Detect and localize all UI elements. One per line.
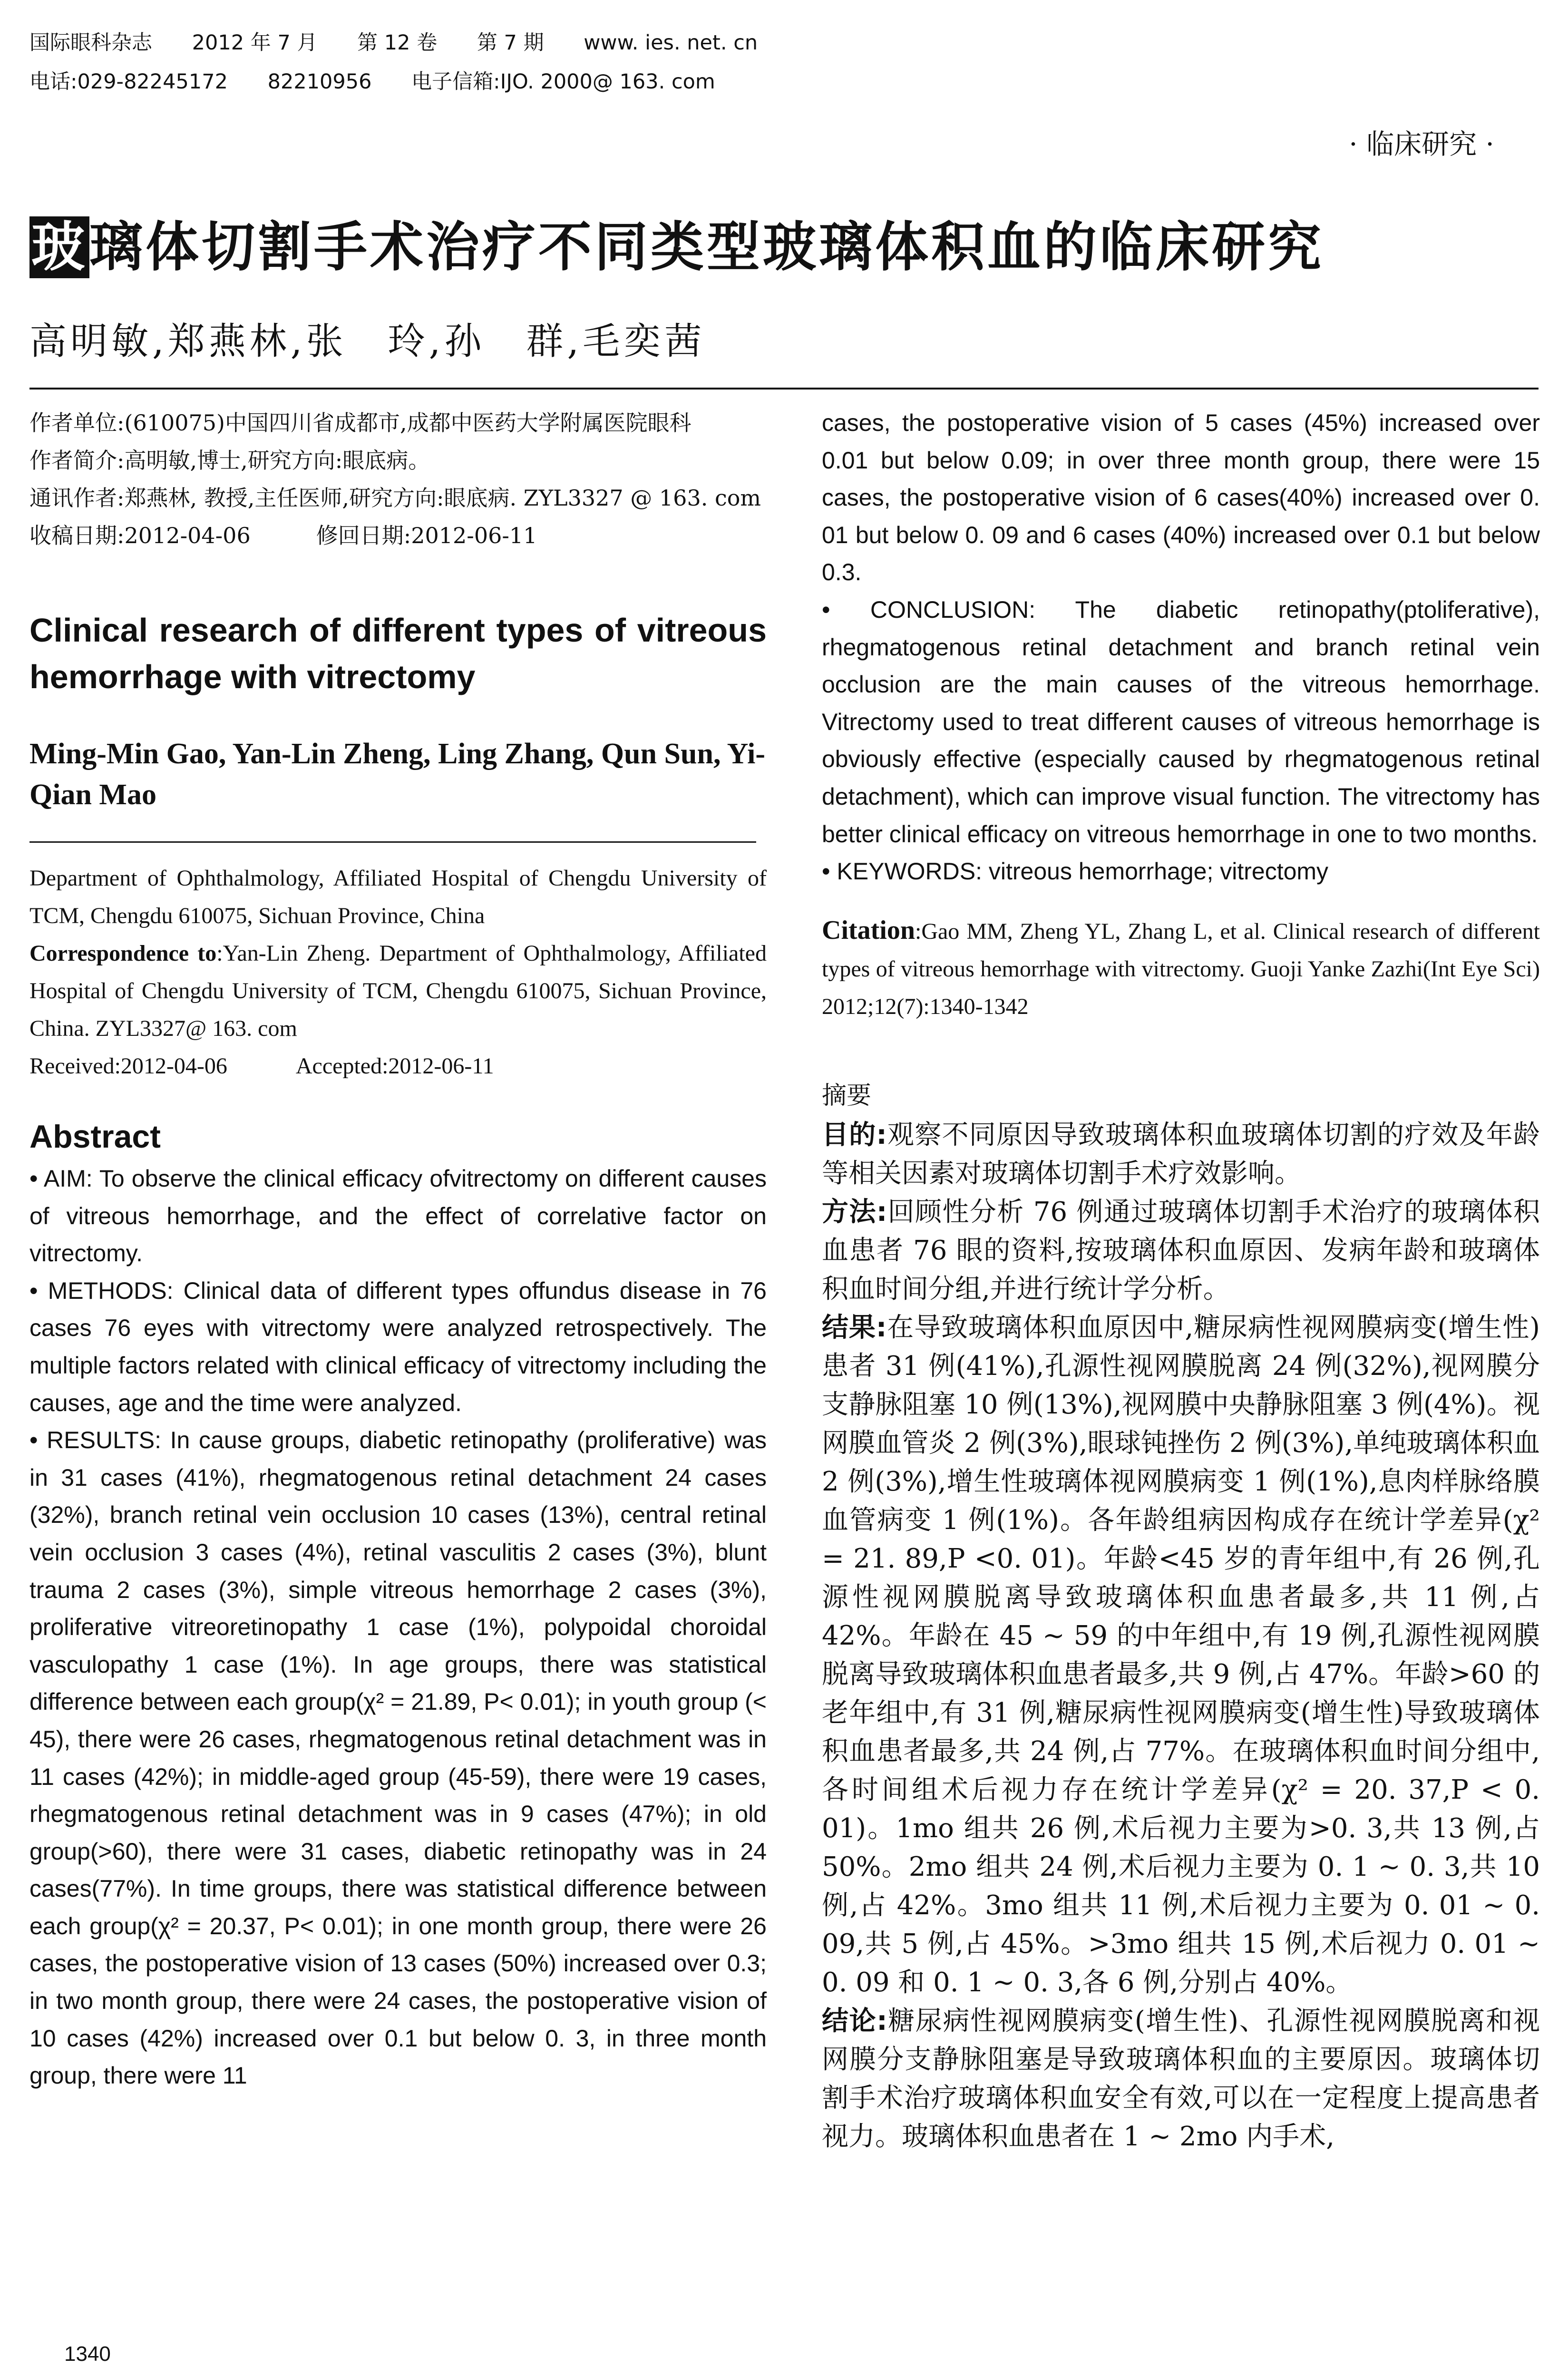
title-rest: 璃体切割手术治疗不同类型玻璃体积血的临床研究 [89, 216, 1324, 278]
author-bio-cn: 作者简介:高明敏,博士,研究方向:眼底病。 [29, 448, 430, 473]
abstract-heading: Abstract [29, 1119, 161, 1155]
chinese-abstract [822, 1116, 1540, 2156]
abstract-results: • RESULTS: In cause groups, diabetic retinopathy (proliferative) was in 31 cases (41%), rhegmatogenous retinal detachment 24 cases (32%), branch retinal vein occlusion 10 cases (13%), central retinal vein occlusion 3 cases (4%), retinal vasculitis 2 cases (3%), blunt trauma 2 cases (3%), simple vitreous hemorrhage 2 cases (3%), proliferative vitreoretinopathy 1 case (1%), polypoidal choroidal vasculopathy 1 case (1%). In age groups, there was statistical difference between each group(χ² = 21.89, P< 0.01); in youth group (< 45), there were 26 cases, rhegmatogenous retinal detachment was in 11 cases (42%); in middle-aged group (45-59), there were 19 cases, rhegmatogenous retinal detachment was in 9 cases (47%); in old group(>60), there were 31 cases, diabetic retinopathy was in 24 cases(77%). In time groups, there was statistical difference between each group(χ² = 20.37, P< 0.01); in one month group, there were 26 cases, the postoperative vision of 13 cases (50%) increased over 0.3; in two month group, there were 24 cases, the postoperative vision of 10 cases (42%) increased over 0.1 but below 0. 3, in three month group, there were 11 [29, 1427, 767, 2089]
abstract-methods: • METHODS: Clinical data of different types offundus disease in 76 cases 76 eyes with vitrectomy were analyzed retrospectively. The multiple factors related with clinical efficacy of vitrectomy including the causes, age and the time were analyzed. [29, 1277, 767, 1416]
abstract-keywords: • KEYWORDS: vitreous hemorrhage; vitrectomy [822, 858, 1329, 885]
zh-results-text: 在导致玻璃体积血原因中,糖尿病性视网膜病变(增生性)患者 31 例(41%),孔源性视网膜脱离 24 例(32%),视网膜分支静脉阻塞 10 例(13%),视网膜中央静脉阻塞 3 例(4%)。视网膜血管炎 2 例(3%),眼球钝挫伤 2 例(3%),单纯玻璃体积血 2 例(3%),增生性玻璃体视网膜病变 1 例(1%),息肉样脉络膜血管病变 1 例(1%)。各年龄组病因构成存在统计学差异(χ² = 21. 89,P <0. 01)。年龄<45 岁的青年组中,有 26 例,孔源性视网膜脱离导致玻璃体积血患者最多,共 11 例,占 42%。年龄在 45 ~ 59 的中年组中,有 19 例,孔源性视网膜脱离导致玻璃体积血患者最多,共 9 例,占 47%。年龄>60 的老年组中,有 31 例,糖尿病性视网膜病变(增生性)导致玻璃体积血患者最多,共 24 例,占 77%。在玻璃体积血时间分组中,各时间组术后视力存在统计学差异(χ² = 20. 37,P < 0. 01)。1mo 组共 26 例,术后视力主要为>0. 3,共 13 例,占 50%。2mo 组共 24 例,术后视力主要为 0. 1 ~ 0. 3,共 10 例,占 42%。3mo 组共 11 例,术后视力主要为 0. 01 ~ 0. 09,共 5 例,占 45%。>3mo 组共 15 例,术后视力 0. 01 ~ 0. 09 和 0. 1 ~ 0. 3,各 6 例,分别占 40%。 [822, 1312, 1540, 1998]
zh-conclusion-text: 糖尿病性视网膜病变(增生性)、孔源性视网膜脱离和视网膜分支静脉阻塞是导致玻璃体积血的主要原因。玻璃体切割手术治疗玻璃体积血安全有效,可以在一定程度上提高患者视力。玻璃体积血患者在 1 ~ 2mo 内手术, [822, 2005, 1540, 2152]
zh-methods-text: 回顾性分析 76 例通过玻璃体切割手术治疗的玻璃体积血患者 76 眼的资料,按玻璃体积血原因、发病年龄和玻璃体积血时间分组,并进行统计学分析。 [822, 1196, 1540, 1305]
abstract-results-cont: cases, the postoperative vision of 5 cases (45%) increased over 0.01 but below 0.09; in over three month group, there were 15 cases, the postoperative vision of 6 cases(40%) increased over 0. 01 but below 0. 09 and 6 cases (40%) increased over 0.1 but below 0.3. [822, 409, 1540, 586]
article-title [29, 205, 1324, 281]
correspondence [29, 935, 767, 1047]
email: 电子信箱:IJO. 2000@ 163. com [411, 70, 715, 94]
zh-conclusion [822, 2002, 1540, 2156]
journal-name: 国际眼科杂志 [29, 31, 152, 55]
header-rule [29, 388, 1539, 390]
page-number: 1340 [64, 2342, 111, 2366]
citation-label: Citation [822, 915, 915, 945]
title-initial: 玻 [29, 216, 89, 278]
issue-date: 2012 年 7 月 [192, 31, 318, 55]
abstract-aim: • AIM: To observe the clinical efficacy ofvitrectomy on different causes of vitreous hemorrhage, and the effect of correlative factor on vitrectomy. [29, 1165, 767, 1267]
correspondence-text: :Yan-Lin Zheng. Department of Ophthalmology, Affiliated Hospital of Chengdu University of TCM, Chengdu 610075, Sichuan Province, China. ZYL3327@ 163. com [29, 941, 767, 1041]
affiliation: Department of Ophthalmology, Affiliated Hospital of Chengdu University of TCM, Chengdu 610075, Sichuan Province, China [29, 866, 767, 928]
zh-aim [822, 1116, 1540, 1193]
section-tag: · 临床研究 · [1349, 128, 1494, 160]
authors-chinese: 高明敏,郑燕林,张 玲,孙 群,毛奕茜 [29, 320, 706, 363]
corresponding-author-cn: 通讯作者:郑燕林, 教授,主任医师,研究方向:眼底病. ZYL3327 @ 163. com [29, 485, 761, 511]
abstract-right [822, 404, 1540, 890]
issue-number: 第 7 期 [477, 31, 544, 55]
zh-results-label: 结果: [822, 1312, 887, 1343]
journal-header-line2 [29, 66, 749, 95]
correspondence-label: Correspondence to [29, 941, 217, 966]
right-column [822, 404, 1540, 2156]
divider [29, 841, 756, 843]
received-accepted: Received:2012-04-06 Accepted:2012-06-11 [29, 1053, 494, 1079]
zh-results [822, 1308, 1540, 2002]
volume: 第 12 卷 [357, 31, 438, 55]
journal-website: www. ies. net. cn [584, 31, 758, 55]
zh-methods-label: 方法: [822, 1196, 887, 1227]
left-column [29, 404, 767, 2094]
zh-conclusion-label: 结论: [822, 2005, 887, 2036]
citation [822, 912, 1540, 1025]
english-title: Clinical research of different types of vitreous hemorrhage with vitrectomy [29, 612, 767, 695]
abstract-conclusion: • CONCLUSION: The diabetic retinopathy(ptoliferative), rhegmatogenous retinal detachment and branch retinal vein occlusion are the main causes of the vitreous hemorrhage. Vitrectomy used to treat different causes of vitreous hemorrhage is obviously effective (especially caused by rhegmatogenous retinal detachment), which can improve visual function. The vitrectomy has better clinical efficacy on vitreous hemorrhage in one to two months. [822, 596, 1540, 848]
zh-methods [822, 1193, 1540, 1308]
zh-aim-text: 观察不同原因导致玻璃体积血玻璃体切割的疗效及年龄等相关因素对玻璃体切割手术疗效影响。 [822, 1119, 1540, 1189]
zh-aim-label: 目的: [822, 1119, 887, 1150]
author-affiliation-cn: 作者单位:(610075)中国四川省成都市,成都中医药大学附属医院眼科 [29, 410, 691, 436]
phone: 电话:029-82245172 [29, 70, 228, 94]
abstract-left [29, 1160, 767, 2094]
english-authors: Ming-Min Gao, Yan-Lin Zheng, Ling Zhang, Qun Sun, Yi-Qian Mao [29, 738, 766, 811]
dates-cn: 收稿日期:2012-04-06 修回日期:2012-06-11 [29, 523, 537, 548]
citation-text: :Gao MM, Zheng YL, Zhang L, et al. Clinical research of different types of vitreous hemorrhage with vitrectomy. Guoji Yanke Zazhi(Int Eye Sci) 2012;12(7):1340-1342 [822, 918, 1540, 1019]
affiliation-block [29, 859, 767, 1085]
phone-2: 82210956 [267, 70, 372, 94]
chinese-abstract-heading: 摘要 [822, 1081, 872, 1110]
journal-header-line1 [29, 27, 791, 56]
